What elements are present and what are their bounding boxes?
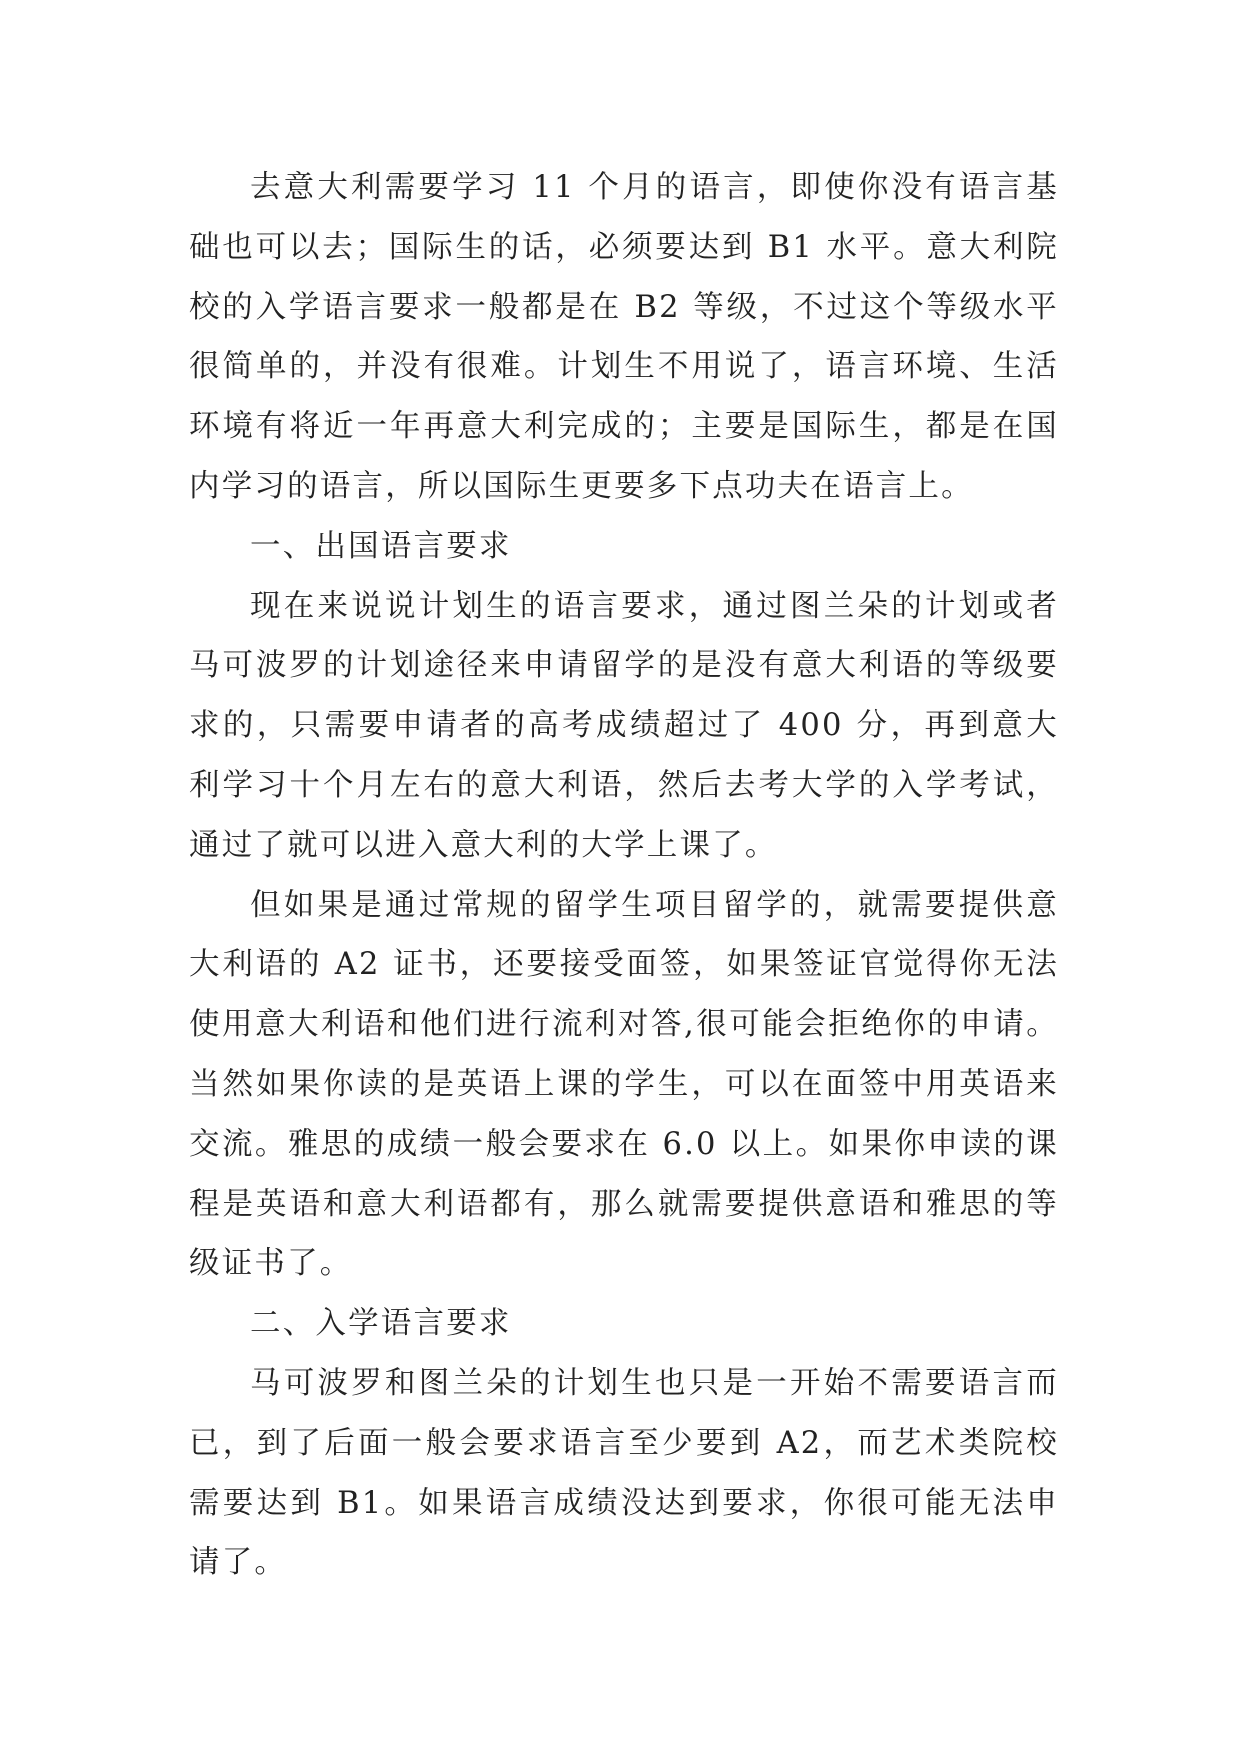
section-heading-2: 二、入学语言要求 (250, 1306, 512, 1342)
paragraph-admission: 马可波罗和图兰朵的计划生也只是一开始不需要语言而已，到了后面一般会要求语言至少要到 A2，而艺术类院校需要达到 B1。如果语言成绩没达到要求，你很可能无法申请了。 (189, 1365, 1059, 1581)
section-heading-1: 一、出国语言要求 (250, 528, 512, 564)
paragraph-plan-students: 现在来说说计划生的语言要求，通过图兰朵的计划或者马可波罗的计划途径来申请留学的是没有意大利语的等级要求的，只需要申请者的高考成绩超过了 400 分，再到意大利学习十个月左右的意大利语，然后去考大学的入学考试，通过了就可以进入意大利的大学上课了。 (189, 588, 1059, 863)
paragraph-intro: 去意大利需要学习 11 个月的语言，即使你没有语言基础也可以去；国际生的话，必须要达到 B1 水平。意大利院校的入学语言要求一般都是在 B2 等级，不过这个等级水平很简单的，并没有很难。计划生不用说了，语言环境、生活环境有将近一年再意大利完成的；主要是国际生，都是在国内学习的语言，所以国际生更要多下点功夫在语言上。 (189, 170, 1059, 504)
paragraph-regular-students: 但如果是通过常规的留学生项目留学的，就需要提供意大利语的 A2 证书，还要接受面签，如果签证官觉得你无法使用意大利语和他们进行流利对答,很可能会拒绝你的申请。当然如果你读的是英语上课的学生，可以在面签中用英语来交流。雅思的成绩一般会要求在 6.0 以上。如果你申读的课程是英语和意大利语都有，那么就需要提供意语和雅思的等级证书了。 (189, 887, 1059, 1282)
document-body (189, 158, 1059, 1593)
